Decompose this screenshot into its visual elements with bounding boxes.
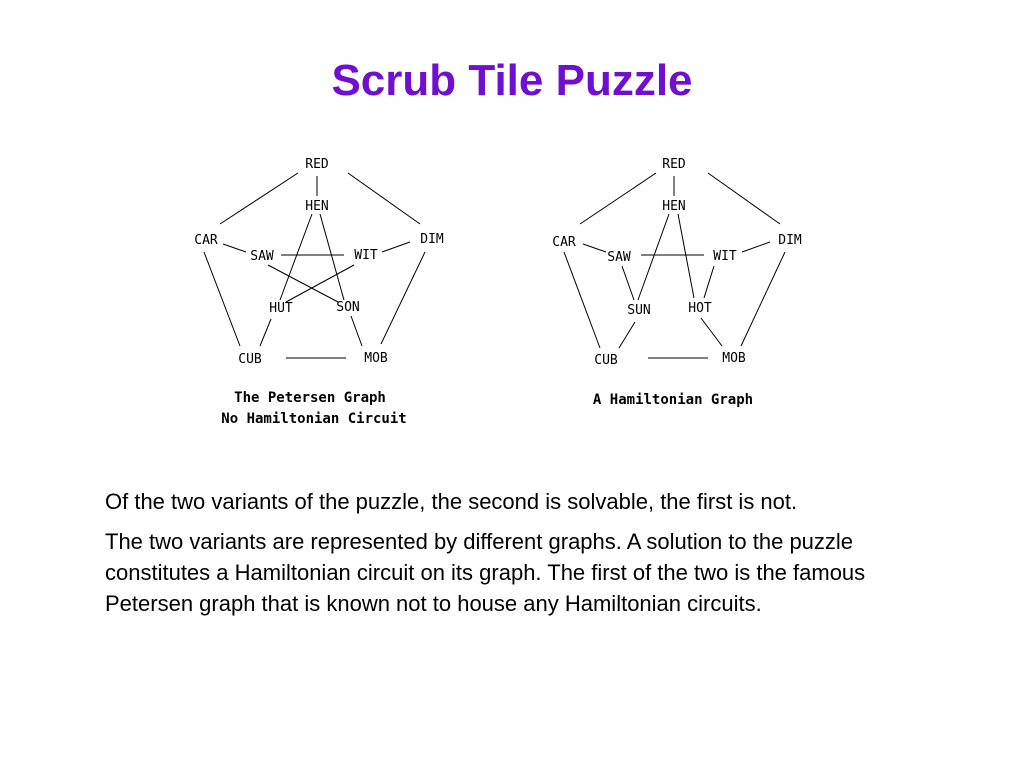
graph-caption-line-1: A Hamiltonian Graph [592, 392, 754, 408]
edge-red-car [580, 173, 656, 224]
edge-red-dim [348, 173, 420, 224]
node-label-red: RED [305, 157, 329, 172]
hamiltonian-graph-diagram [528, 140, 828, 440]
edge-car-cub [204, 252, 240, 346]
edge-wit-dim [382, 242, 410, 252]
node-label-cub: CUB [594, 353, 618, 368]
edge-wit-hot [704, 266, 714, 298]
edge-son-mob [351, 316, 362, 346]
node-label-hen: HEN [662, 199, 686, 214]
petersen-graph-diagram [168, 140, 468, 440]
edge-dim-mob [741, 252, 785, 346]
node-label-hut: HUT [269, 301, 293, 316]
node-label-son: SON [336, 300, 360, 315]
slide-title: Scrub Tile Puzzle [331, 56, 693, 105]
edge-saw-sun [622, 266, 634, 300]
edge-hen-son [320, 214, 344, 300]
node-label-sun: SUN [627, 303, 651, 318]
edge-wit-dim [742, 242, 770, 252]
node-label-mob: MOB [364, 351, 388, 366]
graph-caption-line-1: The Petersen Graph [234, 390, 386, 406]
node-label-dim: DIM [420, 232, 444, 247]
edge-hot-mob [701, 318, 722, 346]
petersen-graph-svg [168, 140, 468, 440]
edge-hen-sun [638, 214, 669, 300]
edge-hen-hut [280, 214, 312, 300]
edge-wit-hut [286, 265, 354, 302]
node-label-saw: SAW [250, 249, 274, 264]
edge-car-saw [583, 244, 606, 252]
edge-hut-cub [260, 319, 271, 346]
edge-car-cub [564, 252, 600, 348]
edge-red-car [220, 173, 298, 224]
hamiltonian-graph-svg [528, 140, 828, 440]
node-label-car: CAR [194, 233, 218, 248]
body-text [105, 486, 950, 628]
node-label-wit: WIT [713, 249, 737, 264]
edge-sun-cub [619, 322, 635, 348]
node-label-wit: WIT [354, 248, 378, 263]
paragraph-1: Of the two variants of the puzzle, the second is solvable, the first is not. [105, 489, 798, 514]
node-label-cub: CUB [238, 352, 262, 367]
node-label-saw: SAW [607, 250, 631, 265]
paragraph-2: The two variants are represented by different graphs. A solution to the puzzle constitutes a Hamiltonian circuit on its graph. The first of the two is the famous Petersen graph that is known not to house any Hamiltonian circuits. [105, 529, 866, 616]
edge-car-saw [223, 244, 246, 252]
node-label-mob: MOB [722, 351, 746, 366]
graph-caption-line-2: No Hamiltonian Circuit [221, 411, 407, 427]
node-label-dim: DIM [778, 233, 802, 248]
edge-saw-son [268, 265, 338, 302]
node-label-hot: HOT [688, 301, 712, 316]
edge-hen-hot [678, 214, 694, 298]
edge-dim-mob [381, 252, 425, 344]
node-label-car: CAR [552, 235, 576, 250]
edge-red-dim [708, 173, 780, 224]
node-label-hen: HEN [305, 199, 329, 214]
node-label-red: RED [662, 157, 686, 172]
